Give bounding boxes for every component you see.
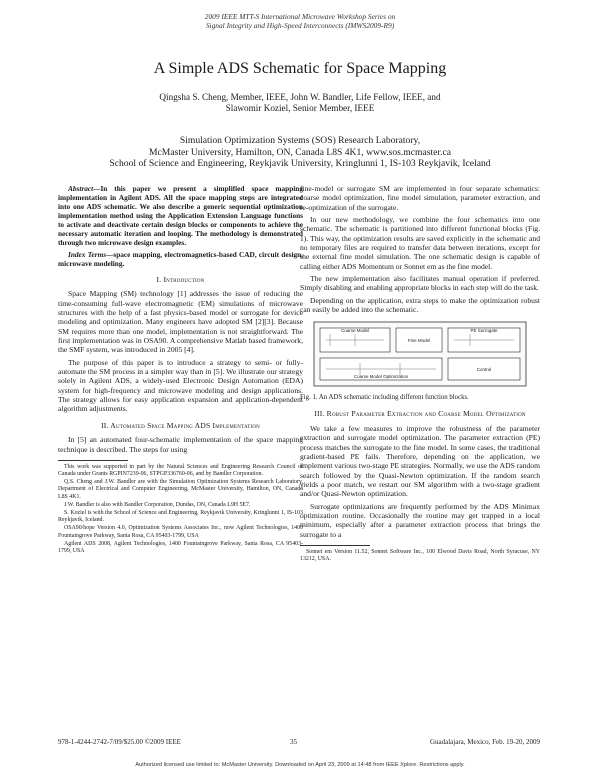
- right-footnote: [300, 549, 540, 563]
- conference-header: [0, 12, 600, 30]
- schematic-diagram: [300, 320, 540, 390]
- automated-paragraph-1: In [5] an automated four-schematic implementation of the space mapping technique is described. The steps for using: [58, 435, 303, 454]
- right-paragraph-3: The new implementation also facilitates manual operation if preferred. Simply disabling and enabling appropriate blocks in each step will do the task.: [300, 274, 540, 293]
- intro-paragraph-2: The purpose of this paper is to introduce a strategy to semi- or fully-automate the SM process in a simpler way than in [5]. We illustrate our strategy solely in Agilent ADS, a widely-used Electronic Design Automation (EDA) system for high-frequency and microwave modeling and design applications. The strategy allows for easy application expansion and application-dependent algorithm adjustments.: [58, 357, 303, 414]
- left-column: [58, 184, 303, 556]
- license-notice: Authorized licensed use limited to: McMaster University. Downloaded on April 23, 2009 at 14:48 from IEEE Xplore. Restrictions apply.: [135, 762, 465, 768]
- fig-label-control: Control: [476, 367, 492, 373]
- intro-paragraph-1: Space Mapping (SM) technology [1] addresses the issue of reducing the time-consuming full-wave electromagnetic (EM) simulations of microwave structures with the help of a fast physics-based model or surrogate for device modeling and optimization. Many engineers have adopted SM [2][3]. Because SM requires more than one model, implementation is not straightforward. The first implementation was in OSA90. A comprehensive Matlab based framework, the SMF system, was introduced in 2005 [4].: [58, 289, 303, 355]
- footer-location: Guadalajara, Mexico, Feb. 19-20, 2009: [429, 738, 540, 746]
- footnote: J.W. Bandler is also with Bandler Corporation, Dundas, ON, Canada L9H 5E7.: [64, 501, 251, 508]
- right-paragraph-2: In our new methodology, we combine the four schematics into one schematic. The schematic is partitioned into different functional blocks (Fig. 1). This way, the optimization results are saved explicitly in the schematic and no temporary files are required to transfer data between iterations, except for the external fine model simulation. The one schematic design is capable of calling either ADS Momentum or Sonnet em as the fine model.: [300, 215, 540, 271]
- fig-label-coarse-optimization: Coarse Model Optimization: [353, 374, 409, 380]
- footnote-rule: [300, 545, 370, 546]
- affiliation-line1: Simulation Optimization Systems (SOS) Research Laboratory,: [179, 135, 421, 146]
- abstract: [58, 184, 303, 247]
- author-list: [60, 92, 540, 114]
- figure-1: [300, 320, 540, 390]
- footnote-rule: [58, 460, 128, 461]
- section-heading-introduction: I. Introduction: [156, 275, 205, 284]
- footnote: OSA90/hope Version 4.0, Optimization Systems Associates Inc., now Agilent Technologies, 1400 Fountaingrove Parkway, Santa Rosa, CA 95403-1799, USA: [58, 525, 303, 539]
- page-number: 35: [290, 738, 297, 746]
- conference-header-line1: 2009 IEEE MTT-S International Microwave Workshop Series on: [204, 12, 396, 21]
- author-line1: Qingsha S. Cheng, Member, IEEE, John W. Bandler, Life Fellow, IEEE, and: [159, 92, 441, 102]
- robust-paragraph-1: We take a few measures to improve the robustness of the parameter extraction and surrogate model optimization. The parameter extraction (PE) process matches the surrogate to the fine model. In some cases, the traditional gradient-based PE fails. Therefore, depending on the application, we implement various two-stage PE strategies. Normally, we use the ADS random search followed by the Quasi-Newton optimization. If the random search yields a poor match, we restart our SM algorithm with a two-stage gradient and/or Quasi-Newton optimization.: [300, 423, 540, 499]
- author-line2: Slawomir Koziel, Senior Member, IEEE: [225, 103, 375, 113]
- robust-paragraph-2: Surrogate optimizations are frequently performed by the ADS Minimax optimization routine. Occasionally the routine may get trapped in a local minimum, especially after a parameter extraction process that brings the surrogate to a: [300, 501, 540, 539]
- index-terms-text: —space mapping, electromagnetics-based CAD, circuit design, microwave modeling.: [58, 250, 304, 268]
- section-heading-robust: III. Robust Parameter Extraction and Coarse Model Optimization: [314, 409, 526, 419]
- figure-1-caption: Fig. 1. An ADS schematic including different function blocks.: [300, 394, 469, 402]
- fig-label-coarse-model: Coarse Model: [340, 328, 370, 334]
- paper-title: A Simple ADS Schematic for Space Mapping: [153, 60, 447, 77]
- footnote: Sonnet em Version 11.52, Sonnet Software Inc., 100 Elwood Davis Road, North Syracuse, NY 13212, USA.: [300, 548, 540, 563]
- footnote: Q.S. Cheng and J.W. Bandler are with the Simulation Optimization Systems Research Laboratory, Department of Electrical and Computer Engineering, McMaster University, Hamilton, ON, Canada L8S 4K1.: [58, 479, 303, 500]
- abstract-lead: Abstract: [68, 184, 94, 193]
- right-paragraph-1: fine-model or surrogate SM are implemented in four separate schematics: coarse model optimization, fine model simulation, parameter extraction, and re-optimization of the surrogate.: [300, 184, 540, 212]
- index-terms-lead: Index Terms: [68, 250, 107, 259]
- index-terms: [58, 250, 303, 268]
- affiliations: [40, 135, 560, 170]
- conference-header-line2: Signal Integrity and High-Speed Interconnects (IMWS2009-R9): [205, 21, 395, 30]
- footnote: Agilent ADS 2008, Agilent Technologies, 1400 Fountaingrove Parkway, Santa Rosa, CA 95403-1799, USA: [58, 540, 303, 555]
- right-column: [300, 184, 540, 564]
- section-heading-automated: II. Automated Space Mapping ADS Implementation: [101, 420, 260, 430]
- fig-label-fine-model: Fine Model: [407, 338, 431, 344]
- right-paragraph-4: Depending on the application, extra steps to make the optimization robust can easily be added into the schematic.: [300, 295, 540, 315]
- footnotes: [58, 464, 303, 555]
- footnote: This work was supported in part by the Natural Sciences and Engineering Research Council of Canada under Grants RGPIN7239-06, STPGP336760-06, and by Bandler Corporation.: [58, 463, 303, 478]
- footer-isbn: 978-1-4244-2742-7/09/$25.00 ©2009 IEEE: [58, 738, 181, 746]
- affiliation-line2: McMaster University, Hamilton, ON, Canada L8S 4K1, www.sos.mcmaster.ca: [149, 146, 451, 158]
- affiliation-line3: School of Science and Engineering, Reykjavik University, Kringlunni 1, IS-103 Reykjavik, Iceland: [109, 158, 491, 169]
- footnote: S. Koziel is with the School of Science and Engineering, Reykjavik University, Kringlunni 1, IS-103 Reykjavik, Iceland.: [58, 510, 303, 524]
- fig-label-pe-surrogate: PE Surrogate: [470, 328, 498, 334]
- abstract-text: —In this paper we present a simplified space mapping implementation in Agilent ADS. All the space mapping steps are integrated into one ADS schematic. We also describe a generic sequential optimization implementation method using the Application Extension Language functions to activate and deactivate certain design blocks or components to achieve the necessary automatic iteration and looping. The methodology is demonstrated through two microwave design examples.: [58, 184, 303, 247]
